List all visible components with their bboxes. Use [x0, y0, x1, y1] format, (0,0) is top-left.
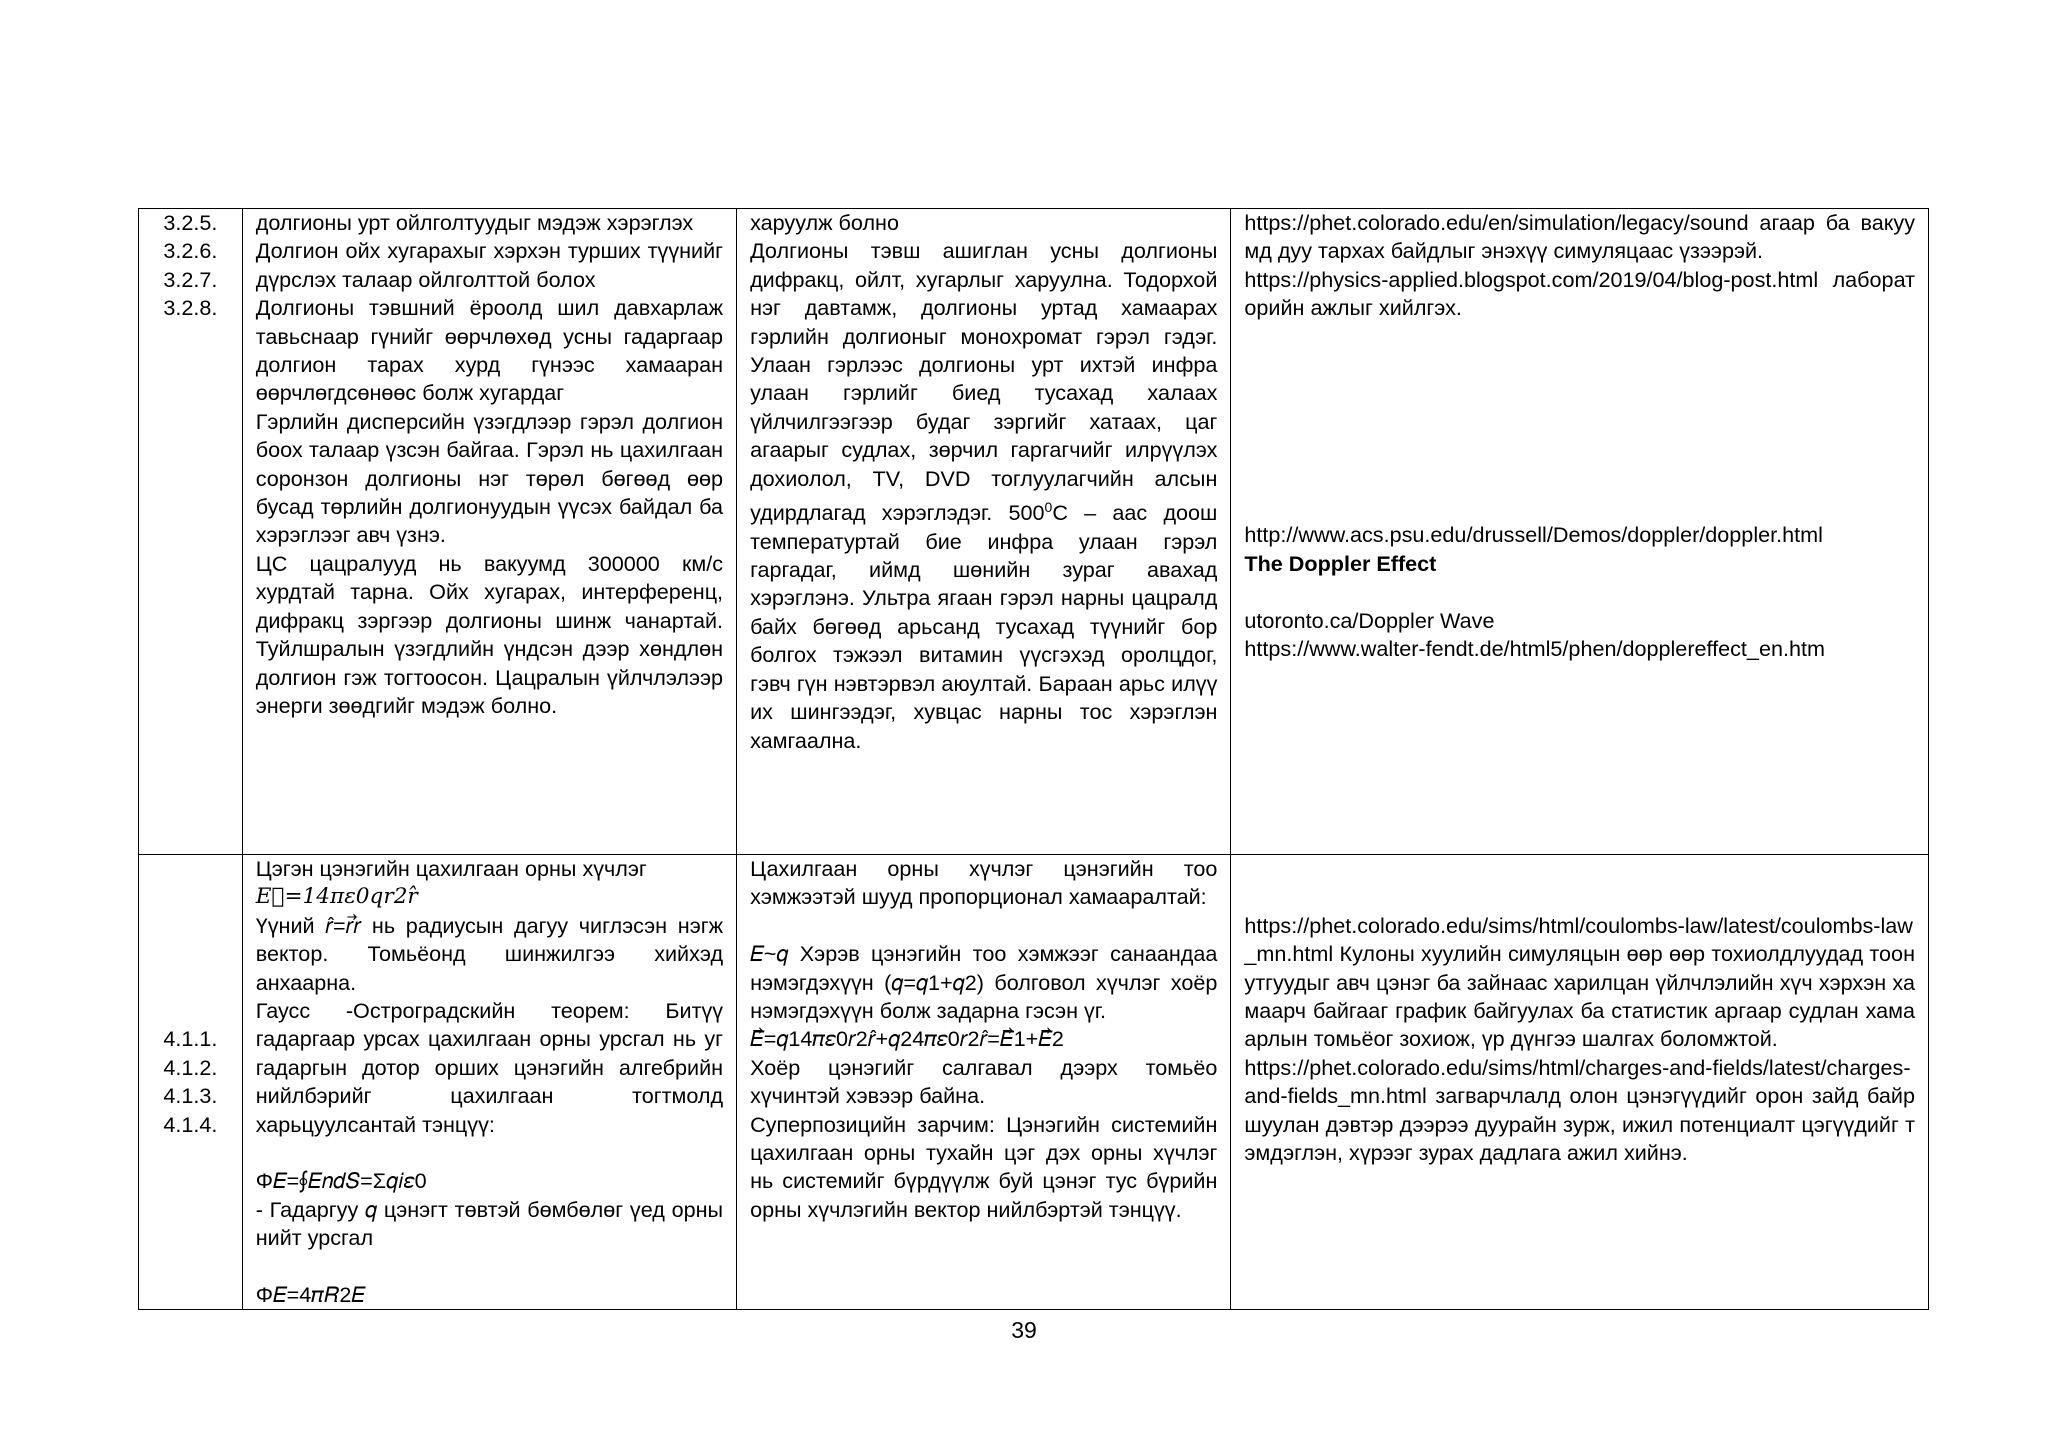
explanation-paragraph: Суперпозицийн зарчим: Цэнэгийн системийн цахилгаан орны тухайн цэг дэх орны хүчлэг нь системийг бүрдүүлж буй цэнэг тус бүрийн орны хүчлэгийн вектор нийлбэртэй тэнцүү. — [750, 1111, 1218, 1222]
spacer — [1244, 578, 1915, 606]
resources-cell — [1231, 855, 1929, 1310]
table-row — [139, 209, 1929, 855]
content-table — [138, 208, 1929, 1310]
table-row — [139, 855, 1929, 1310]
description-paragraph: Долгионы тэвшний ёроолд шил давхарлаж тавьснаар гүнийг өөрчлөхөд усны гадаргаар долгион тарах хурд гүнээс хамааран өөрчлөгдсөнөөс болж хугардаг — [255, 295, 724, 406]
description-paragraph: долгионы урт ойлголтуудыг мэдэж хэрэглэх — [255, 210, 694, 235]
section-id: 4.1.2. — [163, 1054, 218, 1080]
formula: Φ𝐸=∮𝐸𝑛𝑑𝑆=Σ𝑞𝑖𝜀0 — [255, 1168, 427, 1194]
formula: 𝐸⃗=14𝜋𝜀0𝑞𝑟2𝑟̂ — [255, 884, 418, 910]
resource-title: The Doppler Effect — [1244, 550, 1437, 576]
spacer — [750, 912, 1217, 940]
description-paragraph: Цэгэн цэнэгийн цахилгаан орны хүчлэг — [255, 856, 647, 881]
section-id: 3.2.5. — [163, 210, 218, 235]
explanation-paragraph: Хоёр цэнэгийг салгавал дээрх томьёо хүчинтэй хэвээр байна. — [750, 1054, 1218, 1109]
spacer — [1244, 465, 1915, 493]
resource-link[interactable]: utoronto.ca/Doppler Wave — [1244, 607, 1495, 633]
resource-link[interactable]: https://phet.colorado.edu/sims/html/charges-and-fields/latest/charges-and-fields_mn.html загварчлалд олон цэнэгүүдийг орон зайд байршуулан дэвтэр дээрээ дуурайн зурж, ижил потенциалт цэгүүдийг тэмдэглэн, хүрээг зурах дадлага ажил хийнэ. — [1244, 1054, 1915, 1166]
section-id: 4.1.4. — [163, 1111, 218, 1137]
section-id: 4.1.1. — [163, 1026, 218, 1052]
resource-link[interactable]: https://physics-applied.blogspot.com/2019/04/blog-post.html лабораторийн ажлыг хийлгэх. — [1244, 266, 1915, 321]
resource-link[interactable]: https://phet.colorado.edu/en/simulation/legacy/sound агаар ба вакуумд дуу тархах байдлыг энэхүү симуляцаас үзээрэй. — [1244, 210, 1915, 264]
description-paragraph: Гаусс -Остроградскийн теорем: Битүү гадаргаар урсах цахилгаан орны урсгал нь уг гадаргын дотор орших цэнэгийн алгебрийн нийлбэрийг цахилгаан тогтмолд харьцуулсантай тэнцүү: — [255, 998, 724, 1137]
spacer — [1244, 323, 1915, 351]
spacer — [256, 1253, 723, 1281]
temperature-value: 500 — [1008, 500, 1045, 526]
explanation-cell — [737, 209, 1231, 855]
resources-cell — [1231, 209, 1929, 855]
description-paragraph: - Гадаргуу 𝑞 цэнэгт төвтэй бөмбөлөг үед орны нийт урсгал — [255, 1196, 724, 1251]
formula: Φ𝐸=4𝜋𝑅2𝐸 — [255, 1282, 366, 1308]
spacer — [1244, 855, 1915, 883]
description-cell — [242, 855, 736, 1310]
spacer — [256, 1139, 723, 1167]
formula: 𝐸⃗=𝑞14𝜋𝜀0𝑟2𝑟̂+𝑞24𝜋𝜀0𝑟2𝑟̂=𝐸⃗1+𝐸⃗2 — [750, 1026, 1064, 1052]
description-cell — [242, 209, 736, 855]
section-ids-cell — [139, 209, 243, 855]
description-paragraph: Үүний 𝑟̂=𝑟⃗𝑟 нь радиусын дагуу чиглэсэн нэгж вектор. Томьёонд шинжилгээ хийхэд анхаарна. — [255, 912, 724, 995]
spacer — [1244, 493, 1915, 521]
resource-link[interactable]: http://www.acs.psu.edu/drussell/Demos/doppler/doppler.html — [1244, 522, 1823, 548]
section-id: 3.2.8. — [163, 295, 218, 321]
spacer — [1244, 408, 1915, 436]
resource-link[interactable]: https://www.walter-fendt.de/html5/phen/dopplereffect_en.htm — [1244, 635, 1825, 661]
description-paragraph: Гэрлийн дисперсийн үзэгдлээр гэрэл долгион боох талаар үзсэн байгаа. Гэрэл нь цахилгаан соронзон долгионы нэг төрөл бөгөөд өөр бусад төрлийн долгионуудын үүсэх байдал ба хэрэглээг авч үзнэ. — [255, 408, 724, 548]
section-id: 3.2.6. — [163, 238, 218, 264]
explanation-paragraph: С – аас доош температуртай бие инфра улаан гэрэл гаргадаг, иймд шөнийн зураг авахад хэрэглэнэ. Ультра ягаан гэрэл нарны цацралд байх бөгөөд арьсанд тусахад түүнийг бор болгох тэжээл витамин үүсгэхэд оролцдог, гэвч гүн нэвтэрвэл аюултай. Бараан арьс илүү их шингээдэг, хувцас нарны тос хэрэглэн хамгаална. — [750, 500, 1218, 753]
spacer — [1244, 436, 1915, 464]
spacer — [1244, 883, 1915, 911]
explanation-paragraph: 𝐸~𝑞 Хэрэв цэнэгийн тоо хэмжээг санаандаа нэмэгдэхүүн (𝑞=𝑞1+𝑞2) болговол хүчлэг хоёр нэмэгдэхүүн болж задарна гэсэн үг. — [750, 941, 1218, 1024]
spacer — [1244, 351, 1915, 379]
explanation-paragraph: Долгионы тэвш ашиглан усны долгионы дифракц, ойлт, хугарлыг харуулна. Тодорхой нэг давтамж, долгионы уртад хамаарах гэрлийн долгионыг монохромат гэрэл гэдэг. Улаан гэрлээс долгионы урт ихтэй инфра улаан гэрлийг биед тусахад халаах үйлчилгээгээр будаг зэргийг хатаах, цаг агаарыг судлах, зөрчил гаргагчийг илрүүлэх дохиолол, TV, DVD тоглуулагчийн алсын удирдлагад хэрэглэдэг. — [750, 238, 1218, 526]
spacer — [1244, 379, 1915, 407]
explanation-paragraph: Цахилгаан орны хүчлэг цэнэгийн тоо хэмжээтэй шууд пропорционал хамааралтай: — [750, 856, 1218, 910]
section-ids-cell — [139, 855, 243, 1310]
resource-link[interactable]: https://phet.colorado.edu/sims/html/coulombs-law/latest/coulombs-law_mn.html Кулоны хуулийн симуляцын өөр өөр тохиолдлуудад тоон утгуудыг авч цэнэг ба зайнаас харилцан үйлчлэлийн хүч хэрхэн хамаарч байгааг график байгуулах ба статистик аргаар судлан хамаарлын томьёог зохиож, үр дүнгээ шалгах боломжтой. — [1244, 912, 1915, 1052]
section-id: 3.2.7. — [163, 266, 218, 292]
description-paragraph: ЦС цацралууд нь вакуумд 300000 км/с хурдтай тарна. Ойх хугарах, интерференц, дифракц зэргээр долгионы шинж чанартай. Туйлшралын үзэгдлийн үндсэн дээр хөндлөн долгион гэж тогтоосон. Цацралын үйлчлэлээр энерги зөөдгийг мэдэж болно. — [255, 550, 724, 718]
explanation-cell — [737, 855, 1231, 1310]
page-number: 39 — [1011, 1317, 1037, 1343]
degree-superscript: 0 — [1044, 499, 1053, 516]
section-id: 4.1.3. — [163, 1083, 218, 1109]
description-paragraph: Долгион ойх хугарахыг хэрхэн турших түүнийг дүрслэх талаар ойлголттой болох — [255, 238, 724, 292]
explanation-paragraph: харуулж болно — [750, 210, 899, 235]
